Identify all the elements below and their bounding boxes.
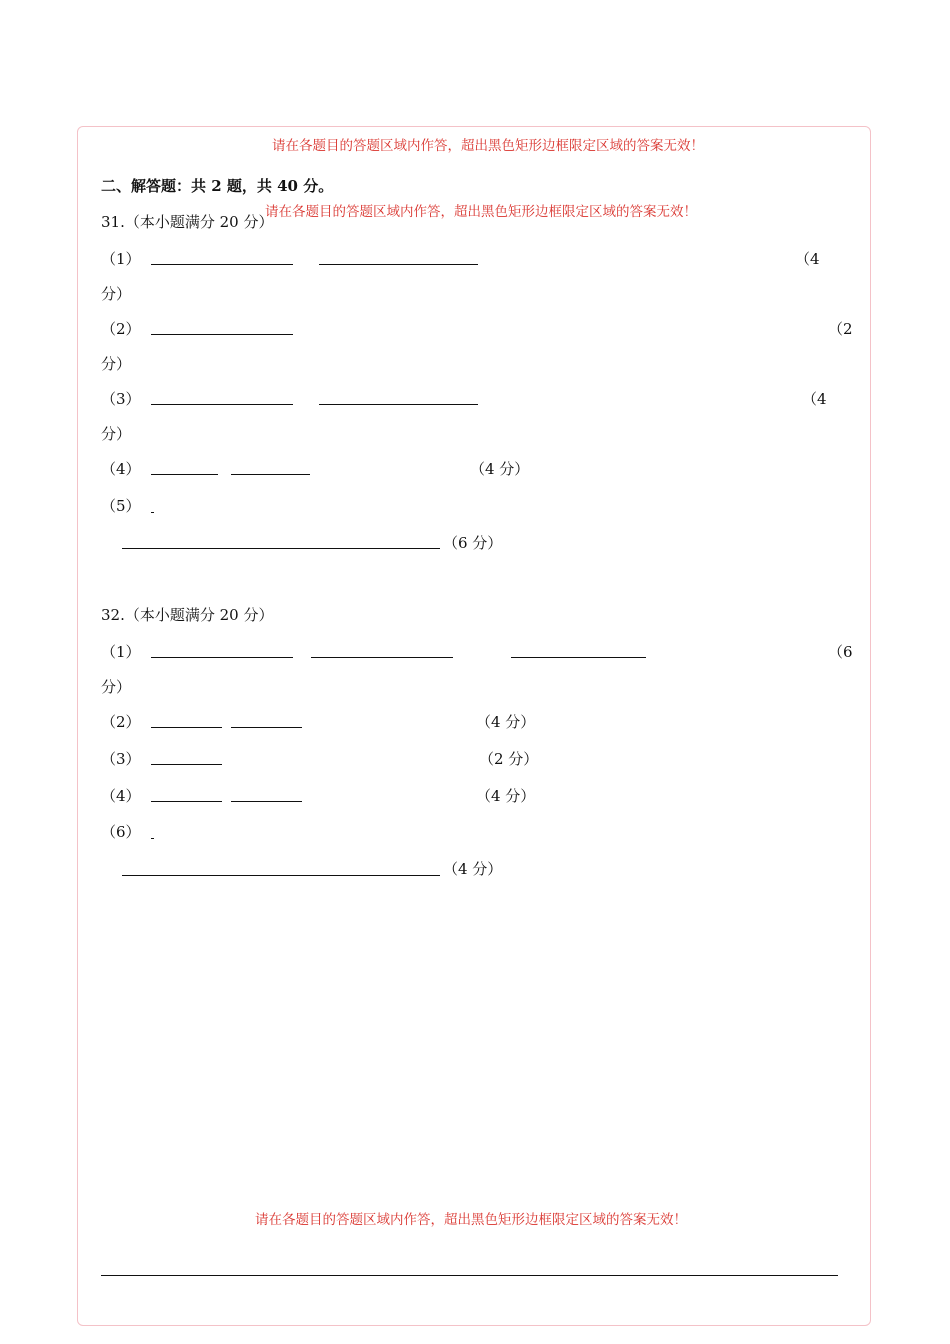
q31-part3-label: （3） bbox=[101, 390, 141, 408]
q32-part6-label: （6） bbox=[101, 823, 141, 841]
q32-part2-blank-a[interactable] bbox=[151, 727, 222, 728]
q32-part1-blank-c[interactable] bbox=[511, 657, 646, 658]
q32-part6-score: （4 分） bbox=[443, 860, 503, 878]
warning-top: 请在各题目的答题区域内作答，超出黑色矩形边框限定区域的答案无效！ bbox=[272, 138, 704, 154]
q32-part1-score: （6 bbox=[828, 643, 853, 661]
q31-part4-blank-a[interactable] bbox=[151, 474, 218, 475]
q31-part5-blank[interactable] bbox=[122, 548, 440, 549]
q31-part4-score: （4 分） bbox=[470, 460, 530, 478]
q32-part4-score: （4 分） bbox=[476, 787, 536, 805]
q32-part2-label: （2） bbox=[101, 713, 141, 731]
q31-part3-score: （4 bbox=[802, 390, 827, 408]
q31-title: 31.（本小题满分 20 分） bbox=[101, 213, 274, 231]
q31-part2-blank[interactable] bbox=[151, 334, 293, 335]
q32-part6-blank[interactable] bbox=[122, 875, 440, 876]
q32-part1-score-wrap: 分） bbox=[101, 678, 132, 696]
q31-part1-score: （4 bbox=[795, 250, 820, 268]
q32-part2-score: （4 分） bbox=[476, 713, 536, 731]
warning-bottom: 请在各题目的答题区域内作答，超出黑色矩形边框限定区域的答案无效！ bbox=[255, 1212, 687, 1228]
q32-part3-label: （3） bbox=[101, 750, 141, 768]
q31-part5-label: （5） bbox=[101, 497, 141, 515]
warning-mid: 请在各题目的答题区域内作答，超出黑色矩形边框限定区域的答案无效！ bbox=[265, 204, 697, 220]
q31-part4-blank-b[interactable] bbox=[231, 474, 310, 475]
q32-part4-blank-b[interactable] bbox=[231, 801, 302, 802]
section-title: 二、解答题：共 2 题，共 40 分。 bbox=[101, 177, 334, 195]
q31-part1-score-wrap: 分） bbox=[101, 285, 132, 303]
q32-part3-blank[interactable] bbox=[151, 764, 222, 765]
q31-part4-label: （4） bbox=[101, 460, 141, 478]
q32-part1-blank-a[interactable] bbox=[151, 657, 293, 658]
q32-part1-blank-b[interactable] bbox=[311, 657, 453, 658]
q31-part1-blank-a[interactable] bbox=[151, 264, 293, 265]
q31-part3-score-wrap: 分） bbox=[101, 425, 132, 443]
q31-part1-blank-b[interactable] bbox=[319, 264, 478, 265]
q31-part3-blank-b[interactable] bbox=[319, 404, 478, 405]
q31-part5-mark bbox=[151, 512, 154, 513]
q32-part4-blank-a[interactable] bbox=[151, 801, 222, 802]
q32-part2-blank-b[interactable] bbox=[231, 727, 302, 728]
q31-part2-label: （2） bbox=[101, 320, 141, 338]
q32-part1-label: （1） bbox=[101, 643, 141, 661]
q31-part2-score: （2 bbox=[828, 320, 853, 338]
q31-part3-blank-a[interactable] bbox=[151, 404, 293, 405]
q32-title: 32.（本小题满分 20 分） bbox=[101, 606, 274, 624]
q31-part5-score: （6 分） bbox=[443, 534, 503, 552]
answer-area-border bbox=[77, 126, 871, 1326]
q31-part1-label: （1） bbox=[101, 250, 141, 268]
q32-part4-label: （4） bbox=[101, 787, 141, 805]
q32-part6-mark bbox=[151, 838, 154, 839]
q32-part3-score: （2 分） bbox=[479, 750, 539, 768]
q31-part2-score-wrap: 分） bbox=[101, 355, 132, 373]
bottom-rule bbox=[101, 1275, 838, 1276]
